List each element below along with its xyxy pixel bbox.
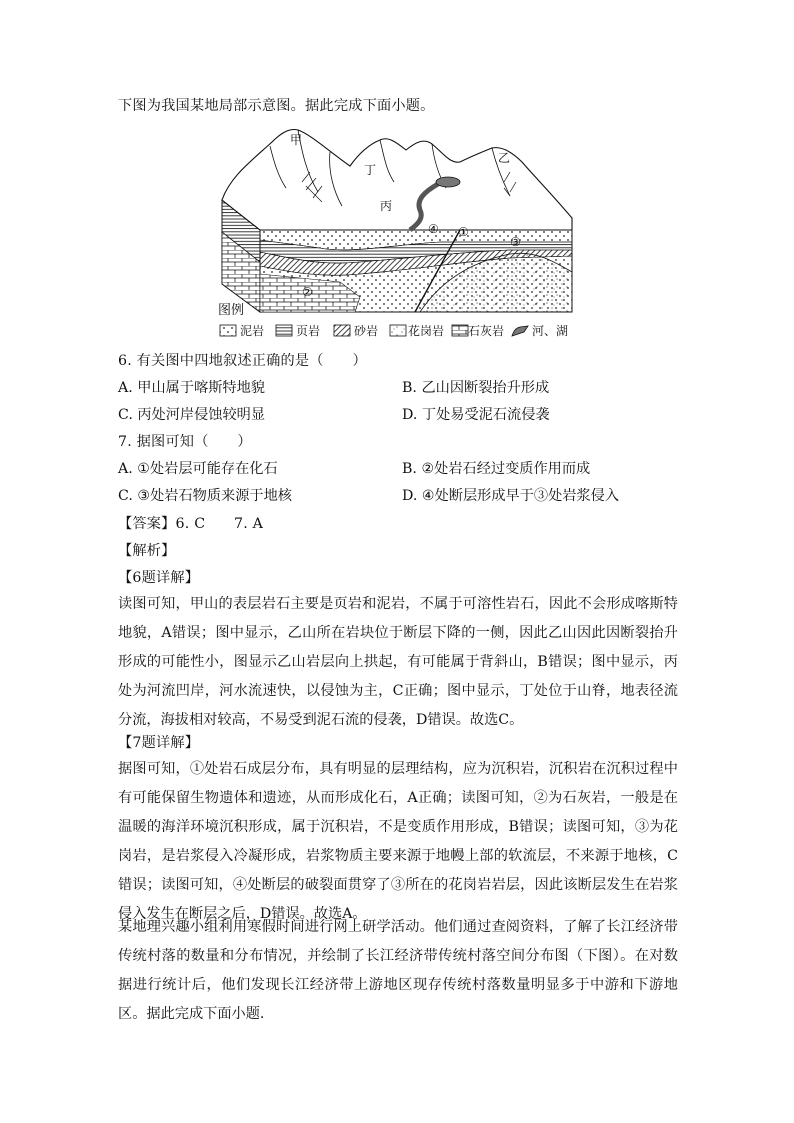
next-question-intro: 某地理兴趣小组利用寒假时间进行网上研学活动。他们通过查阅资料，了解了长江经济带传统村落的数量和分布情况，并绘制了长江经济带传统村落空间分布图（下图）。在对数据进行统计后，他们发现长江经济带上游地区现存传统村落数量明显多于中游和下游地区。据此完成下面小题.: [118, 919, 678, 1022]
q6-option-c: C. 丙处河岸侵蚀较明显: [118, 407, 266, 423]
label-yi: 乙: [498, 151, 511, 165]
analysis-heading: 【解析】: [118, 543, 176, 559]
q6-stem: 6. 有关图中四地叙述正确的是（ ）: [118, 353, 367, 369]
legend: [220, 323, 568, 338]
q6-option-d: D. 丁处易受泥石流侵袭: [402, 407, 550, 423]
label-n2: ②: [302, 285, 313, 299]
legend-label-sandstone: 砂岩: [354, 324, 379, 338]
legend-label-shale: 页岩: [296, 324, 321, 338]
q6-detail-heading: 【6题详解】: [118, 570, 200, 586]
legend-label-mudstone: 泥岩: [240, 324, 265, 338]
answer-line: 【答案】6. C 7. A: [118, 516, 264, 532]
legend-swatch-granite: [390, 325, 406, 336]
legend-label-river-lake: 河、湖: [532, 324, 569, 338]
q6-option-b: B. 乙山因断裂抬升形成: [402, 380, 550, 396]
label-n1: ①: [458, 225, 469, 239]
q7-option-d: D. ④处断层形成早于③处岩浆侵入: [402, 488, 620, 504]
label-ding: 丁: [364, 163, 377, 177]
legend-swatch-shale: [276, 325, 292, 336]
legend-swatch-limestone: [452, 325, 468, 336]
q6-option-a: A. 甲山属于喀斯特地貌: [118, 380, 265, 396]
q7-option-b: B. ②处岩石经过变质作用而成: [402, 461, 591, 477]
intro-text: 下图为我国某地局部示意图。据此完成下面小题。: [118, 98, 435, 114]
legend-label-limestone: 石灰岩: [468, 324, 505, 338]
q6-detail-paragraph: 读图可知，甲山的表层岩石主要是页岩和泥岩，不属于可溶性岩石，因此不会形成喀斯特地貌，A错误；图中显示，乙山所在岩块位于断层下降的一侧，因此乙山因此因断裂抬升形成的可能性小，图显示乙山岩层向上拱起，有可能属于背斜山，B错误；图中显示，丙处为河流凹岸，河水流速快，以侵蚀为主，C正确；图中显示，丁处位于山脊，地表径流分流，海拔相对较高，不易受到泥石流的侵袭，D错误。故选C。: [118, 596, 678, 728]
label-bing: 丙: [380, 199, 393, 213]
legend-swatch-sandstone: [334, 325, 350, 336]
legend-swatch-river-lake: [512, 326, 528, 336]
label-n3: ③: [510, 235, 521, 249]
q7-detail-paragraph: 据图可知，①处岩石成层分布，具有明显的层理结构，应为沉积岩，沉积岩在沉积过程中有可能保留生物遗体和遗迹，从而形成化石，A正确；读图可知，②为石灰岩，一般是在温暖的海洋环境沉积形成，属于沉积岩，不是变质作用形成，B错误；读图可知，③为花岗岩，是岩浆侵入冷凝形成，岩浆物质主要来源于地幔上部的软流层，不来源于地核，C错误；读图可知，④处断层的破裂面贯穿了③所在的花岗岩岩层，因此该断层发生在岩浆侵入发生在断层之后，D错误。故选A。: [118, 761, 678, 922]
q7-option-a: A. ①处岩层可能存在化石: [118, 461, 278, 477]
q7-stem: 7. 据图可知（ ）: [118, 434, 252, 450]
label-jia: 甲: [290, 133, 303, 147]
legend-title: 图例: [218, 303, 245, 318]
q7-detail-heading: 【7题详解】: [118, 735, 200, 751]
label-n4: ④: [428, 222, 439, 236]
legend-swatch-mudstone: [220, 325, 236, 336]
geology-block-diagram: [210, 122, 590, 352]
q7-option-c: C. ③处岩石物质来源于地核: [118, 488, 292, 504]
legend-label-granite: 花岗岩: [408, 324, 445, 338]
